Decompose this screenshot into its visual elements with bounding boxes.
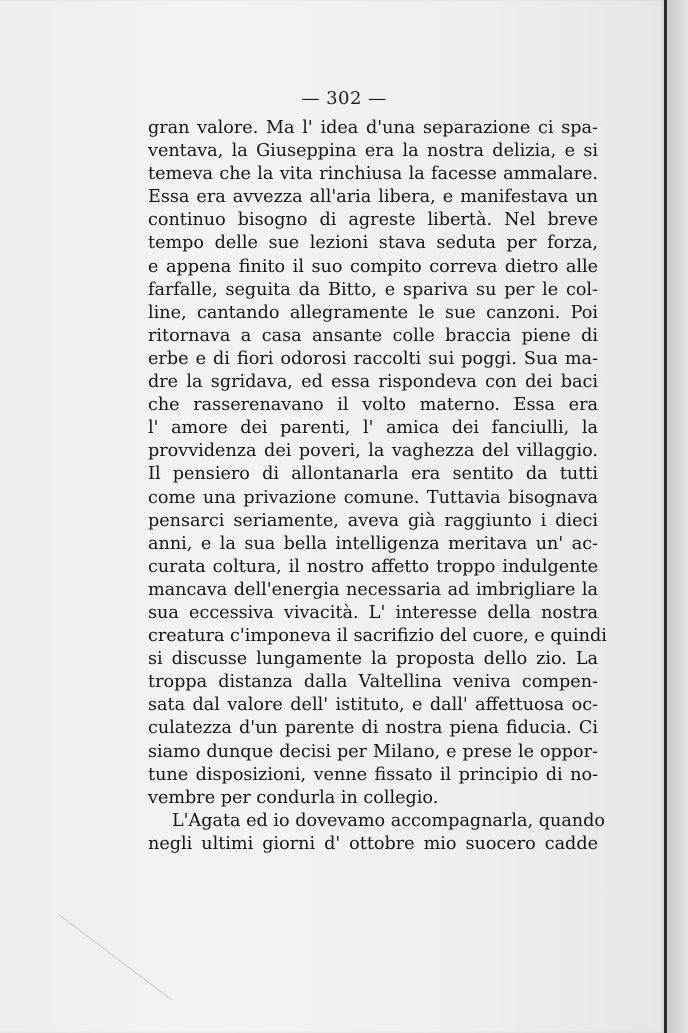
text-line: troppa distanza dalla Valtellina veniva compen- (148, 672, 598, 693)
text-line: ventava, la Giuseppina era la nostra delizia, e si (148, 141, 598, 162)
text-line: creatura c'imponeva il sacrifizio del cuore, e quindi (148, 626, 607, 647)
text-line: si discusse lungamente la proposta dello zio. La (148, 649, 598, 670)
text-line: sata dal valore dell' istituto, e dall' affettuosa oc- (148, 695, 598, 716)
text-line: che rasserenavano il volto materno. Essa era (148, 395, 598, 416)
text-line: gran valore. Ma l' idea d'una separazione ci spa- (148, 118, 598, 138)
text-line: temeva che la vita rinchiusa la facesse ammalare. (148, 164, 598, 185)
text-line: tune disposizioni, venne fissato il principio di no- (148, 764, 598, 785)
text-line: tempo delle sue lezioni stava seduta per forza, (148, 233, 598, 254)
text-line: vembre per condurla in collegio. (148, 787, 439, 808)
text-line: sua eccessiva vivacità. L' interesse della nostra (148, 602, 598, 623)
text-line: erbe e di fiori odorosi raccolti sui poggi. Sua ma- (148, 348, 598, 369)
page-number: — 302 — (301, 88, 387, 109)
text-line: Il pensiero di allontanarla era sentito da tutti (148, 464, 598, 485)
adjacent-page-strip (667, 0, 688, 1033)
text-line: anni, e la sua bella intelligenza meritava un' ac- (148, 533, 598, 554)
text-line: dre la sgridava, ed essa rispondeva con dei baci (148, 372, 598, 393)
text-line: culatezza d'un parente di nostra piena fiducia. Ci (148, 718, 598, 739)
text-line: continuo bisogno di agreste libertà. Nel breve (148, 210, 598, 231)
text-line: mancava dell'energia necessaria ad imbrigliare la (148, 579, 598, 600)
body-text (148, 117, 607, 856)
text-line: negli ultimi giorni d' ottobre mio suocero cadde (148, 833, 598, 854)
text-line: siamo dunque decisi per Milano, e prese le oppor- (148, 741, 598, 762)
text-line: ritornava a casa ansante colle braccia piene di (148, 325, 598, 346)
text-line: e appena finito il suo compito correva dietro alle (148, 256, 598, 277)
text-line: pensarci seriamente, aveva già raggiunto i dieci (148, 510, 598, 531)
text-line: line, cantando allegramente le sue canzoni. Poi (148, 302, 598, 323)
text-line: farfalle, seguita da Bitto, e spariva su per le col- (148, 279, 598, 300)
text-line: curata coltura, il nostro affetto troppo indulgente (148, 556, 598, 577)
text-line: Essa era avvezza all'aria libera, e manifestava un (148, 187, 598, 208)
text-line: l' amore dei parenti, l' amica dei fanciulli, la (148, 418, 598, 439)
text-line: come una privazione comune. Tuttavia bisognava (148, 487, 598, 508)
text-line: L'Agata ed io dovevamo accompagnarla, quando (172, 810, 605, 831)
text-line: provvidenza dei poveri, la vaghezza del villaggio. (148, 441, 598, 462)
